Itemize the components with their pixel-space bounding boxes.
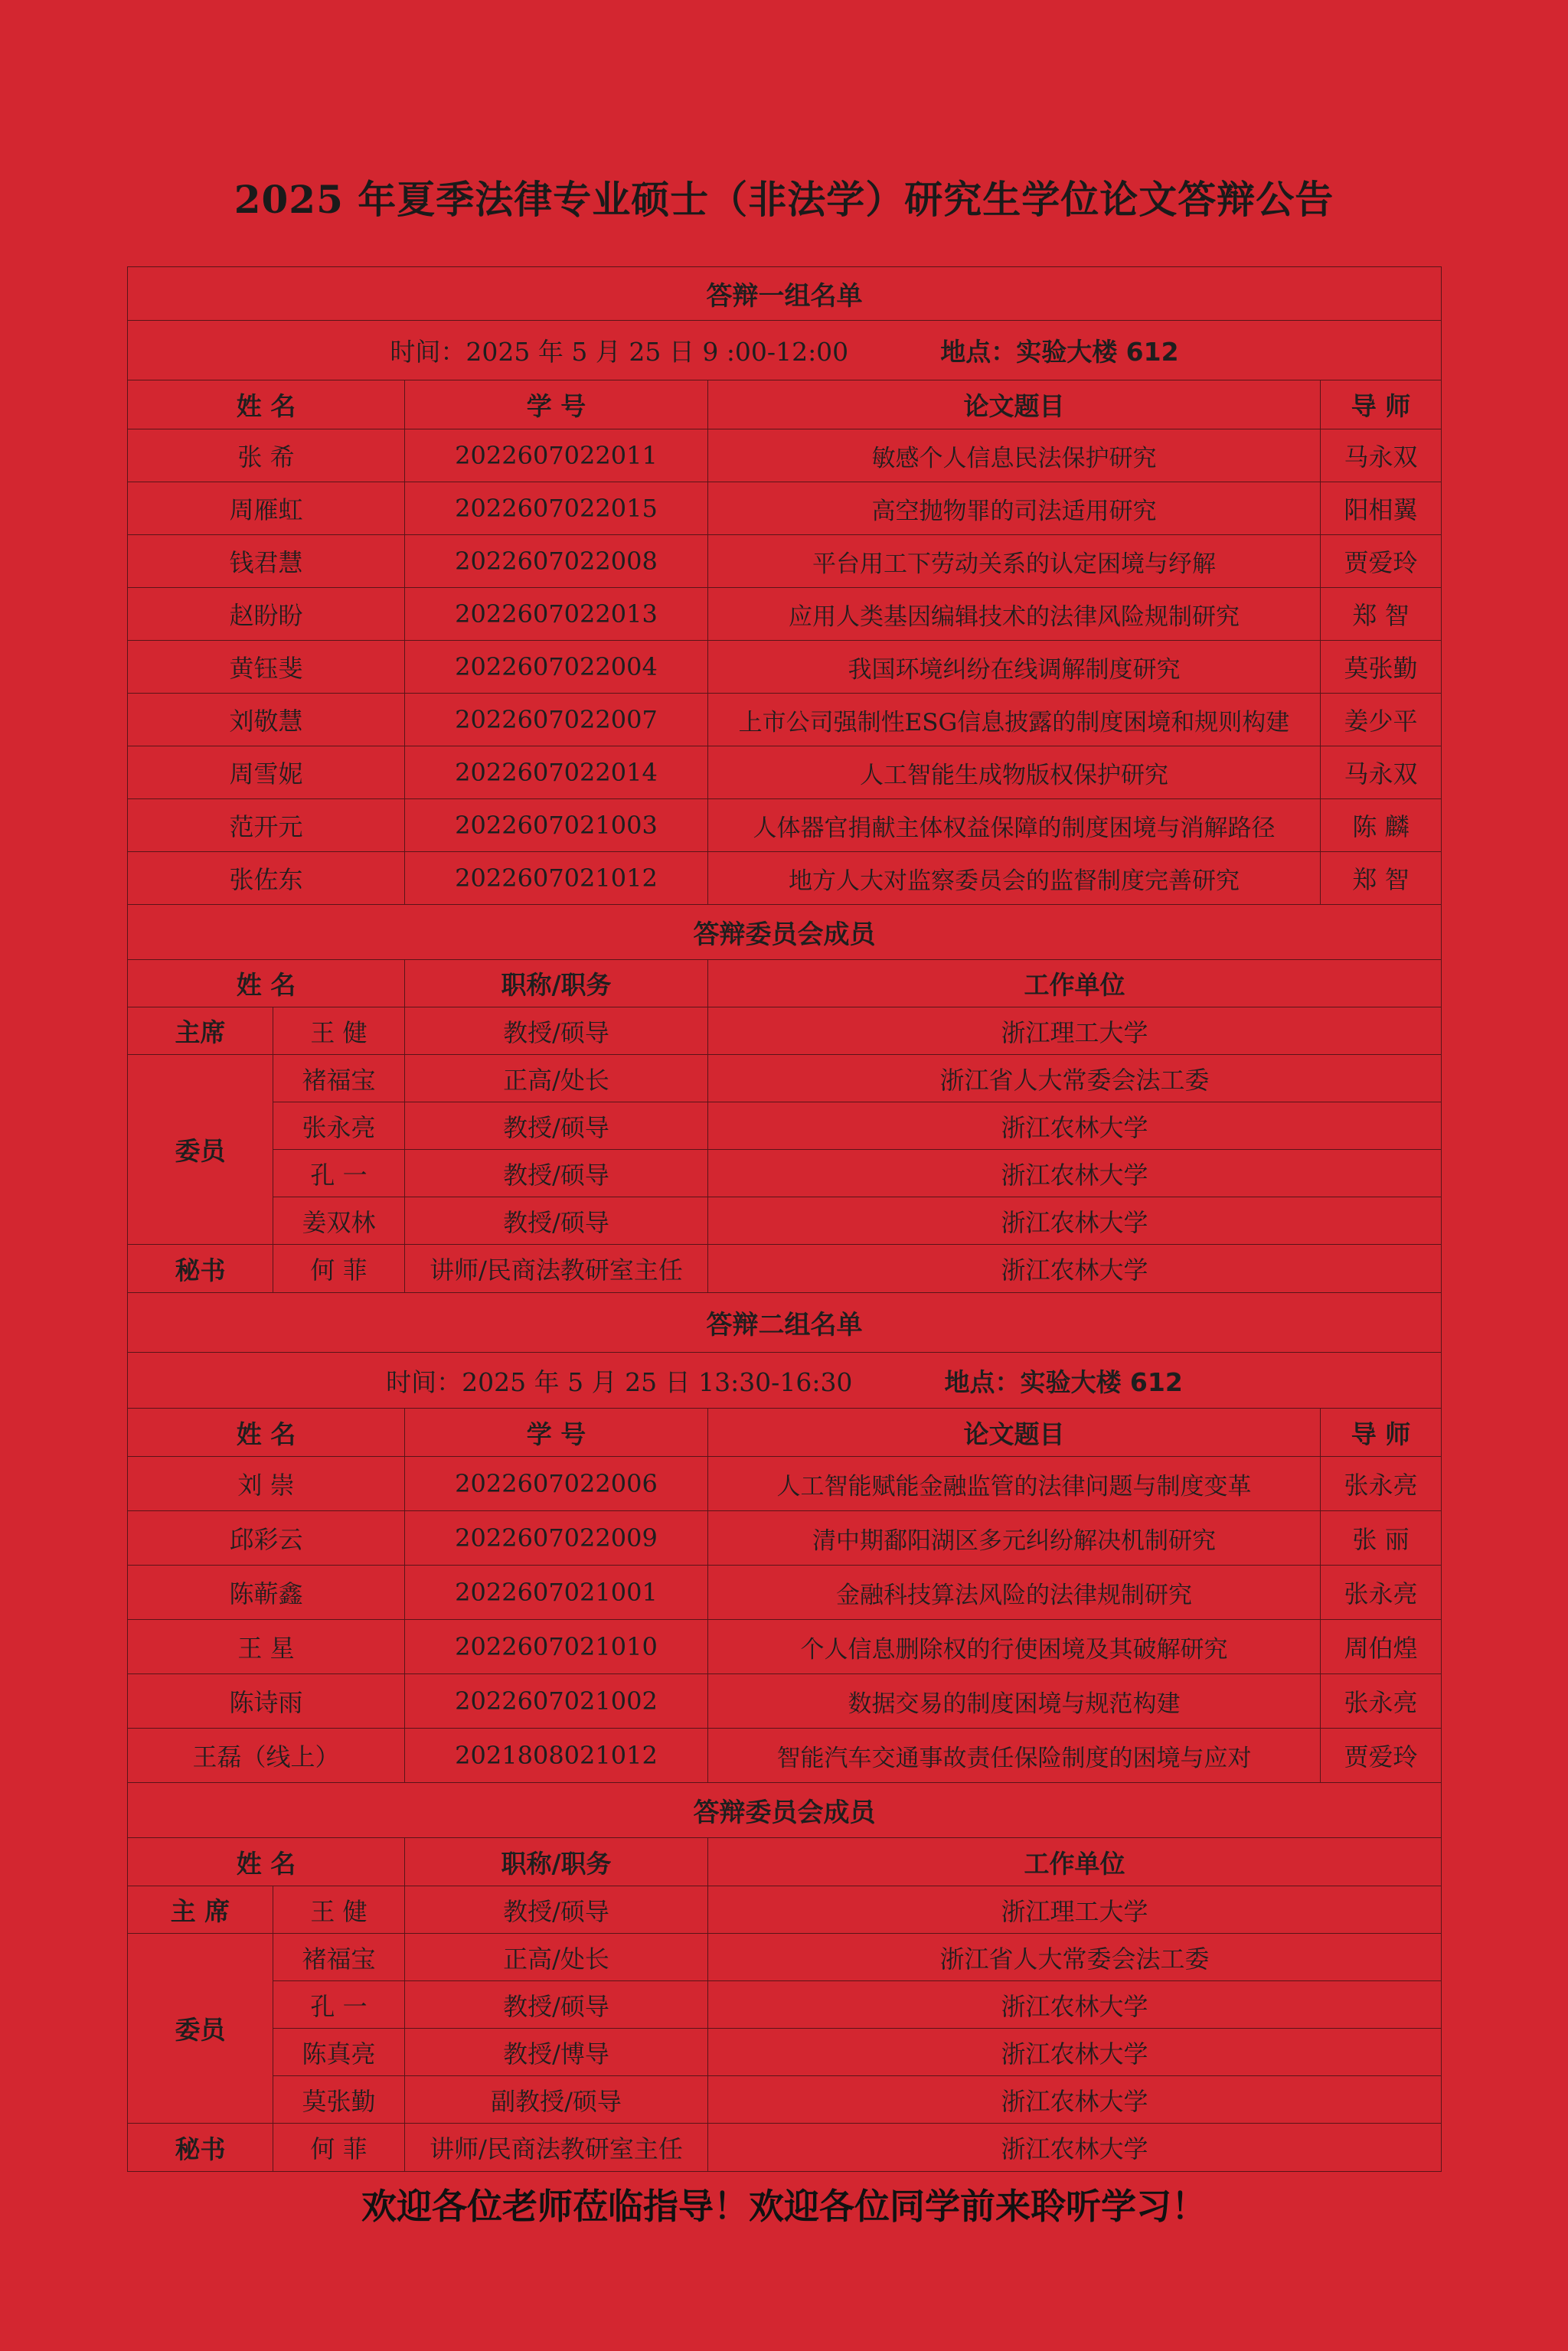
thesis-topic: 敏感个人信息民法保护研究: [708, 429, 1321, 482]
student-id: 2022607022015: [405, 482, 708, 535]
student-row: [128, 641, 1442, 694]
column-header-name: 姓 名: [128, 380, 405, 429]
member-rank: 正高/处长: [405, 1055, 708, 1102]
column-header-org: 工作单位: [708, 1838, 1442, 1886]
student-id: 2022607022014: [405, 746, 708, 799]
student-row: [128, 1620, 1442, 1674]
advisor-name: 郑 智: [1321, 588, 1442, 641]
committee-member-row: [128, 2076, 1442, 2124]
advisor-name: 张永亮: [1321, 1457, 1442, 1511]
committee-member-row: [128, 1055, 1442, 1102]
role-secretary: 秘书: [128, 1245, 273, 1293]
thesis-topic: 地方人大对监察委员会的监督制度完善研究: [708, 852, 1321, 905]
schedule-info-row: [128, 321, 1442, 380]
thesis-topic: 平台用工下劳动关系的认定困境与纾解: [708, 535, 1321, 588]
column-header-id: 学 号: [405, 380, 708, 429]
student-row: [128, 429, 1442, 482]
defense-schedule-table: [127, 266, 1442, 2172]
schedule-info-row: [128, 1353, 1442, 1409]
committee-member-row: [128, 1197, 1442, 1245]
group-heading: 答辩一组名单: [128, 267, 1442, 321]
committee-chair-row: [128, 1007, 1442, 1055]
role-member: 委员: [128, 1934, 273, 2124]
column-header-org: 工作单位: [708, 960, 1442, 1007]
student-name: 王磊（线上）: [128, 1729, 405, 1783]
student-row: [128, 1729, 1442, 1783]
member-org: 浙江农林大学: [708, 1150, 1442, 1197]
student-id: 2022607022011: [405, 429, 708, 482]
column-header-rank: 职称/职务: [405, 960, 708, 1007]
place-value: 实验大楼 612: [1016, 337, 1179, 367]
student-row: [128, 535, 1442, 588]
advisor-name: 周伯煌: [1321, 1620, 1442, 1674]
column-header-topic: 论文题目: [708, 1409, 1321, 1457]
member-name: 姜双林: [273, 1197, 405, 1245]
student-name: 周雪妮: [128, 746, 405, 799]
student-id: 2021808021012: [405, 1729, 708, 1783]
student-name: 王 星: [128, 1620, 405, 1674]
student-name: 刘敬慧: [128, 694, 405, 746]
thesis-topic: 清中期鄱阳湖区多元纠纷解决机制研究: [708, 1511, 1321, 1566]
column-header-name: 姓 名: [128, 1409, 405, 1457]
place-label: 地点：: [940, 337, 1017, 367]
student-row: [128, 482, 1442, 535]
student-row: [128, 746, 1442, 799]
member-org: 浙江农林大学: [708, 1197, 1442, 1245]
student-row: [128, 1566, 1442, 1620]
welcome-footer: 欢迎各位老师莅临指导！欢迎各位同学前来聆听学习！: [361, 2186, 1207, 2227]
member-org: 浙江农林大学: [708, 2076, 1442, 2124]
member-rank: 讲师/民商法教研室主任: [405, 1245, 708, 1293]
schedule-info: [128, 321, 1442, 380]
member-name: 陈真亮: [273, 2029, 405, 2076]
column-header-advisor: 导 师: [1321, 380, 1442, 429]
committee-chair-row: [128, 1886, 1442, 1934]
thesis-topic: 人工智能赋能金融监管的法律问题与制度变革: [708, 1457, 1321, 1511]
member-org: 浙江农林大学: [708, 2029, 1442, 2076]
student-header-row: [128, 1409, 1442, 1457]
time-value: 2025 年 5 月 25 日 13:30-16:30: [462, 1367, 853, 1397]
student-row: [128, 1457, 1442, 1511]
committee-secretary-row: [128, 2124, 1442, 2172]
column-header-id: 学 号: [405, 1409, 708, 1457]
group-heading: 答辩二组名单: [128, 1293, 1442, 1353]
member-org: 浙江农林大学: [708, 1102, 1442, 1150]
thesis-topic: 我国环境纠纷在线调解制度研究: [708, 641, 1321, 694]
member-rank: 教授/硕导: [405, 1150, 708, 1197]
place-label: 地点：: [944, 1367, 1021, 1397]
student-id: 2022607021012: [405, 852, 708, 905]
student-name: 赵盼盼: [128, 588, 405, 641]
student-id: 2022607021002: [405, 1674, 708, 1729]
advisor-name: 马永双: [1321, 429, 1442, 482]
student-name: 张佐东: [128, 852, 405, 905]
time-label: 时间：: [386, 1367, 462, 1397]
committee-member-row: [128, 1934, 1442, 1981]
thesis-topic: 上市公司强制性ESG信息披露的制度困境和规则构建: [708, 694, 1321, 746]
student-id: 2022607022004: [405, 641, 708, 694]
member-name: 何 菲: [273, 1245, 405, 1293]
member-name: 褚福宝: [273, 1934, 405, 1981]
student-id: 2022607021003: [405, 799, 708, 852]
student-name: 张 希: [128, 429, 405, 482]
student-name: 范开元: [128, 799, 405, 852]
thesis-topic: 高空抛物罪的司法适用研究: [708, 482, 1321, 535]
thesis-topic: 人体器官捐献主体权益保障的制度困境与消解路径: [708, 799, 1321, 852]
column-header-name: 姓 名: [128, 960, 405, 1007]
member-rank: 教授/博导: [405, 2029, 708, 2076]
committee-heading-row: [128, 905, 1442, 960]
member-org: 浙江省人大常委会法工委: [708, 1934, 1442, 1981]
student-name: 钱君慧: [128, 535, 405, 588]
student-row: [128, 588, 1442, 641]
member-rank: 教授/硕导: [405, 1102, 708, 1150]
committee-heading-row: [128, 1783, 1442, 1838]
advisor-name: 张 丽: [1321, 1511, 1442, 1566]
thesis-topic: 个人信息删除权的行使困境及其破解研究: [708, 1620, 1321, 1674]
committee-heading: 答辩委员会成员: [128, 1783, 1442, 1838]
member-org: 浙江农林大学: [708, 1981, 1442, 2029]
student-id: 2022607022008: [405, 535, 708, 588]
student-id: 2022607022007: [405, 694, 708, 746]
thesis-topic: 应用人类基因编辑技术的法律风险规制研究: [708, 588, 1321, 641]
page-title: 2025 年夏季法律专业硕士（非法学）研究生学位论文答辩公告: [234, 177, 1334, 222]
member-org: 浙江理工大学: [708, 1007, 1442, 1055]
student-name: 陈诗雨: [128, 1674, 405, 1729]
member-rank: 教授/硕导: [405, 1886, 708, 1934]
role-chair: 主席: [128, 1007, 273, 1055]
advisor-name: 阳相翼: [1321, 482, 1442, 535]
advisor-name: 马永双: [1321, 746, 1442, 799]
committee-heading: 答辩委员会成员: [128, 905, 1442, 960]
member-name: 王 健: [273, 1886, 405, 1934]
member-rank: 副教授/硕导: [405, 2076, 708, 2124]
role-secretary: 秘书: [128, 2124, 273, 2172]
member-rank: 讲师/民商法教研室主任: [405, 2124, 708, 2172]
advisor-name: 张永亮: [1321, 1674, 1442, 1729]
student-name: 黄钰斐: [128, 641, 405, 694]
thesis-topic: 数据交易的制度困境与规范构建: [708, 1674, 1321, 1729]
student-row: [128, 1674, 1442, 1729]
advisor-name: 贾爱玲: [1321, 535, 1442, 588]
member-rank: 教授/硕导: [405, 1007, 708, 1055]
time-label: 时间：: [390, 337, 466, 367]
thesis-topic: 金融科技算法风险的法律规制研究: [708, 1566, 1321, 1620]
place-value: 实验大楼 612: [1020, 1367, 1183, 1397]
thesis-topic: 智能汽车交通事故责任保险制度的困境与应对: [708, 1729, 1321, 1783]
student-id: 2022607022009: [405, 1511, 708, 1566]
group-heading-row: [128, 267, 1442, 321]
advisor-name: 郑 智: [1321, 852, 1442, 905]
column-header-rank: 职称/职务: [405, 1838, 708, 1886]
advisor-name: 姜少平: [1321, 694, 1442, 746]
member-name: 何 菲: [273, 2124, 405, 2172]
member-rank: 教授/硕导: [405, 1981, 708, 2029]
student-name: 邱彩云: [128, 1511, 405, 1566]
thesis-topic: 人工智能生成物版权保护研究: [708, 746, 1321, 799]
member-name: 褚福宝: [273, 1055, 405, 1102]
student-name: 陈蕲鑫: [128, 1566, 405, 1620]
advisor-name: 陈 麟: [1321, 799, 1442, 852]
committee-header-row: [128, 1838, 1442, 1886]
group-heading-row: [128, 1293, 1442, 1353]
student-name: 周雁虹: [128, 482, 405, 535]
committee-member-row: [128, 1981, 1442, 2029]
committee-member-row: [128, 1150, 1442, 1197]
role-chair: 主 席: [128, 1886, 273, 1934]
role-member: 委员: [128, 1055, 273, 1245]
member-org: 浙江理工大学: [708, 1886, 1442, 1934]
member-name: 莫张勤: [273, 2076, 405, 2124]
student-row: [128, 852, 1442, 905]
column-header-name: 姓 名: [128, 1838, 405, 1886]
member-name: 孔 一: [273, 1981, 405, 2029]
member-name: 张永亮: [273, 1102, 405, 1150]
student-id: 2022607021001: [405, 1566, 708, 1620]
student-name: 刘 崇: [128, 1457, 405, 1511]
committee-member-row: [128, 1102, 1442, 1150]
student-id: 2022607021010: [405, 1620, 708, 1674]
advisor-name: 贾爱玲: [1321, 1729, 1442, 1783]
member-name: 王 健: [273, 1007, 405, 1055]
column-header-advisor: 导 师: [1321, 1409, 1442, 1457]
committee-header-row: [128, 960, 1442, 1007]
member-org: 浙江农林大学: [708, 2124, 1442, 2172]
committee-member-row: [128, 2029, 1442, 2076]
student-row: [128, 799, 1442, 852]
student-header-row: [128, 380, 1442, 429]
time-value: 2025 年 5 月 25 日 9 :00-12:00: [466, 337, 849, 367]
member-rank: 教授/硕导: [405, 1197, 708, 1245]
column-header-topic: 论文题目: [708, 380, 1321, 429]
student-row: [128, 694, 1442, 746]
member-rank: 正高/处长: [405, 1934, 708, 1981]
schedule-info: [128, 1353, 1442, 1409]
member-name: 孔 一: [273, 1150, 405, 1197]
advisor-name: 张永亮: [1321, 1566, 1442, 1620]
student-id: 2022607022013: [405, 588, 708, 641]
member-org: 浙江省人大常委会法工委: [708, 1055, 1442, 1102]
student-id: 2022607022006: [405, 1457, 708, 1511]
advisor-name: 莫张勤: [1321, 641, 1442, 694]
member-org: 浙江农林大学: [708, 1245, 1442, 1293]
student-row: [128, 1511, 1442, 1566]
committee-secretary-row: [128, 1245, 1442, 1293]
